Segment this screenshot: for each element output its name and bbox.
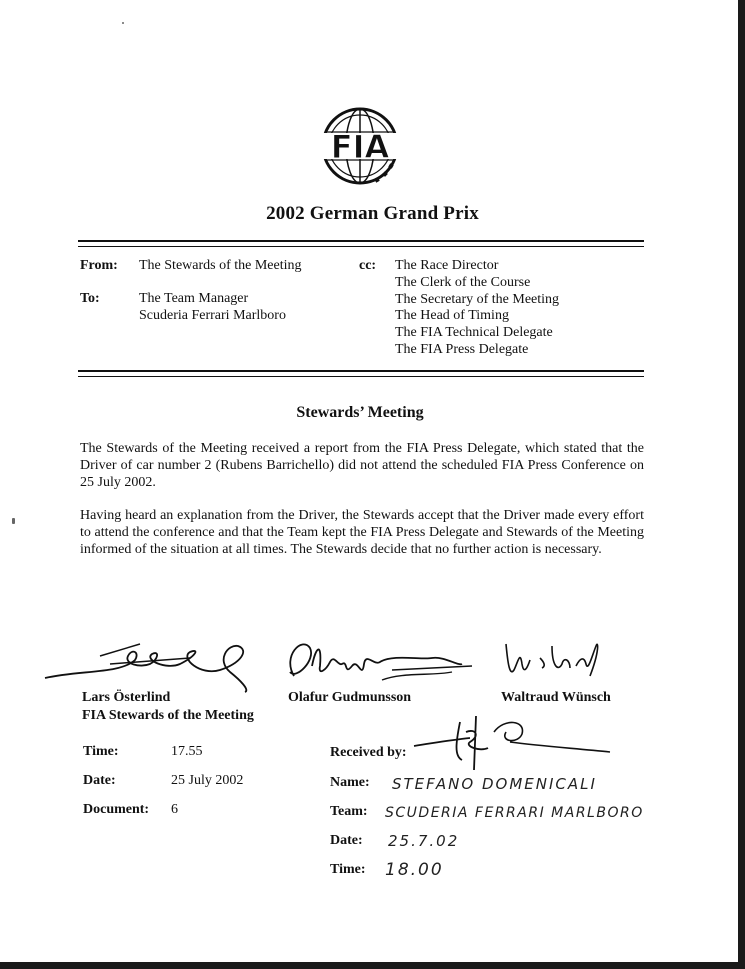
steward-name-1: Lars Österlind: [82, 690, 171, 705]
to-line: Scuderia Ferrari Marlboro: [139, 308, 286, 323]
document-label: Document:: [83, 802, 150, 817]
cc-label: cc:: [359, 258, 377, 273]
signature-recipient: [410, 712, 620, 772]
scan-edge-bottom: [0, 962, 745, 969]
team-label: Team:: [330, 804, 368, 819]
scan-speck: [122, 22, 124, 24]
steward-name-3: Waltraud Wünsch: [501, 690, 611, 705]
cc-item: The Clerk of the Course: [395, 274, 531, 290]
recipient-name: STEFANO DOMENICALI: [392, 775, 597, 793]
from-value: The Stewards of the Meeting: [139, 258, 302, 273]
name-label: Name:: [330, 775, 370, 790]
steward-title: FIA Stewards of the Meeting: [82, 708, 254, 723]
cc-item: The FIA Technical Delegate: [395, 325, 553, 341]
receipt-time-value: 18.00: [385, 860, 444, 880]
body-paragraph-1: The Stewards of the Meeting received a report from the FIA Press Delegate, which stated that the Driver of car number 2 (Rubens Barrichello) did not attend the scheduled FIA Press Conference on 25 July 2002.: [80, 441, 644, 490]
cc-item: The Race Director: [395, 258, 499, 273]
receipt-date-value: 25.7.02: [388, 832, 460, 850]
bottom-divider: [78, 370, 644, 377]
svg-text:FIA: FIA: [330, 128, 390, 166]
to-label: To:: [80, 291, 100, 306]
scan-edge-right: [738, 0, 745, 969]
fia-logo: [305, 106, 415, 186]
cc-list: [395, 258, 559, 359]
receipt-time-label: Time:: [330, 862, 366, 877]
received-by-label: Received by:: [330, 745, 407, 760]
section-heading: Stewards’ Meeting: [296, 404, 424, 421]
time-value: 17.55: [171, 744, 203, 759]
time-label: Time:: [83, 744, 119, 759]
scan-speck: [12, 518, 15, 524]
cc-item: The Secretary of the Meeting: [395, 291, 560, 307]
document-value: 6: [171, 802, 178, 817]
body-paragraph-2: Having heard an explanation from the Driver, the Stewards accept that the Driver made every effort to attend the conference and that the Team kept the FIA Press Delegate and Stewards of the Meeting informed of the situation at all times. The Stewards decide that no further action is necessary.: [80, 508, 644, 557]
top-divider: [78, 240, 644, 247]
steward-name-2: Olafur Gudmunsson: [288, 690, 412, 705]
date-label: Date:: [83, 773, 116, 788]
to-line: The Team Manager: [139, 291, 249, 306]
document-title: 2002 German Grand Prix: [266, 203, 479, 224]
date-value: 25 July 2002: [171, 773, 244, 788]
receipt-date-label: Date:: [330, 833, 363, 848]
fia-globe-icon: [305, 106, 415, 186]
cc-item: The Head of Timing: [395, 308, 509, 324]
recipient-team: SCUDERIA FERRARI MARLBORO: [385, 805, 644, 821]
signature-wunsch: [500, 636, 610, 686]
from-label: From:: [80, 258, 118, 273]
cc-item: The FIA Press Delegate: [395, 341, 529, 357]
